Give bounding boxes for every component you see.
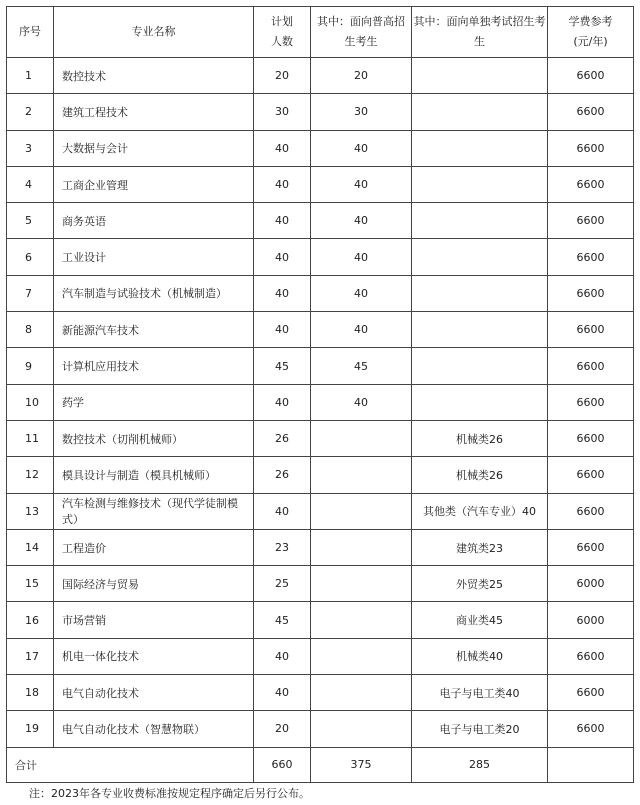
cell-major-name: 电气自动化技术（智慧物联）	[54, 711, 254, 747]
header-separate-line1: 其中：面向单独考试招生考	[413, 15, 546, 28]
cell-no: 12	[7, 457, 54, 493]
cell-tuition: 6600	[548, 239, 634, 275]
header-general-line2: 生考生	[344, 35, 378, 48]
table-row	[7, 312, 634, 348]
cell-tuition: 6600	[548, 348, 634, 384]
cell-no: 5	[7, 203, 54, 239]
cell-tuition: 6600	[548, 384, 634, 420]
cell-separate-exam: 建筑类23	[412, 529, 548, 565]
cell-major-name: 数控技术	[54, 58, 254, 94]
cell-major-name: 工业设计	[54, 239, 254, 275]
table-row	[7, 203, 634, 239]
cell-tuition: 6600	[548, 94, 634, 130]
cell-no: 10	[7, 384, 54, 420]
cell-separate-exam: 机械类26	[412, 457, 548, 493]
header-no: 序号	[7, 7, 54, 58]
table-row	[7, 420, 634, 456]
cell-tuition: 6600	[548, 457, 634, 493]
cell-general-students: 40	[311, 312, 412, 348]
cell-plan-count: 26	[254, 457, 311, 493]
cell-plan-count: 30	[254, 94, 311, 130]
total-fee	[548, 747, 634, 782]
cell-general-students	[311, 493, 412, 529]
cell-separate-exam	[412, 239, 548, 275]
cell-major-name: 建筑工程技术	[54, 94, 254, 130]
cell-tuition: 6600	[548, 711, 634, 747]
cell-plan-count: 40	[254, 203, 311, 239]
cell-plan-count: 40	[254, 275, 311, 311]
header-tuition	[548, 7, 634, 58]
table-row	[7, 348, 634, 384]
cell-separate-exam: 商业类45	[412, 602, 548, 638]
cell-tuition: 6600	[548, 493, 634, 529]
cell-no: 19	[7, 711, 54, 747]
total-separate: 285	[412, 747, 548, 782]
cell-tuition: 6600	[548, 58, 634, 94]
cell-tuition: 6600	[548, 203, 634, 239]
cell-plan-count: 45	[254, 602, 311, 638]
cell-general-students: 40	[311, 130, 412, 166]
cell-general-students	[311, 420, 412, 456]
cell-major-name: 市场营销	[54, 602, 254, 638]
table-body	[7, 58, 634, 748]
table-row	[7, 166, 634, 202]
cell-separate-exam	[412, 203, 548, 239]
cell-tuition: 6000	[548, 602, 634, 638]
cell-separate-exam: 机械类26	[412, 420, 548, 456]
table-row	[7, 675, 634, 711]
cell-tuition: 6000	[548, 566, 634, 602]
cell-separate-exam	[412, 384, 548, 420]
cell-general-students	[311, 638, 412, 674]
header-plan-line2: 人数	[271, 35, 293, 48]
table-row	[7, 239, 634, 275]
cell-plan-count: 40	[254, 239, 311, 275]
cell-plan-count: 40	[254, 384, 311, 420]
total-plan: 660	[254, 747, 311, 782]
cell-tuition: 6600	[548, 529, 634, 565]
table-row	[7, 602, 634, 638]
cell-general-students: 40	[311, 166, 412, 202]
cell-major-name: 数控技术（切削机械师）	[54, 420, 254, 456]
header-tuition-line1: 学费参考	[568, 15, 613, 28]
cell-no: 4	[7, 166, 54, 202]
enrollment-plan-table	[6, 6, 634, 783]
cell-no: 17	[7, 638, 54, 674]
cell-plan-count: 40	[254, 675, 311, 711]
cell-no: 7	[7, 275, 54, 311]
cell-plan-count: 20	[254, 711, 311, 747]
cell-major-name: 汽车制造与试验技术（机械制造）	[54, 275, 254, 311]
cell-separate-exam: 其他类（汽车专业）40	[412, 493, 548, 529]
cell-tuition: 6600	[548, 130, 634, 166]
cell-no: 3	[7, 130, 54, 166]
cell-tuition: 6600	[548, 675, 634, 711]
cell-separate-exam	[412, 166, 548, 202]
cell-general-students	[311, 711, 412, 747]
cell-no: 18	[7, 675, 54, 711]
cell-separate-exam: 外贸类25	[412, 566, 548, 602]
table-row	[7, 638, 634, 674]
cell-plan-count: 45	[254, 348, 311, 384]
cell-major-name: 工程造价	[54, 529, 254, 565]
cell-major-name: 电气自动化技术	[54, 675, 254, 711]
cell-separate-exam	[412, 130, 548, 166]
cell-plan-count: 40	[254, 130, 311, 166]
cell-major-name: 汽车检测与维修技术（现代学徒制模式）	[54, 493, 254, 529]
cell-plan-count: 40	[254, 166, 311, 202]
cell-plan-count: 23	[254, 529, 311, 565]
cell-plan-count: 20	[254, 58, 311, 94]
cell-tuition: 6600	[548, 166, 634, 202]
cell-plan-count: 40	[254, 312, 311, 348]
cell-general-students: 40	[311, 239, 412, 275]
cell-plan-count: 40	[254, 638, 311, 674]
cell-general-students: 40	[311, 203, 412, 239]
header-plan-line1: 计划	[271, 15, 293, 28]
cell-major-name: 商务英语	[54, 203, 254, 239]
cell-general-students: 45	[311, 348, 412, 384]
table-row	[7, 384, 634, 420]
table-row	[7, 275, 634, 311]
header-general-students	[311, 7, 412, 58]
table-row	[7, 493, 634, 529]
table-row	[7, 130, 634, 166]
cell-major-name: 计算机应用技术	[54, 348, 254, 384]
cell-no: 2	[7, 94, 54, 130]
cell-separate-exam: 电子与电工类20	[412, 711, 548, 747]
cell-tuition: 6600	[548, 638, 634, 674]
cell-general-students	[311, 457, 412, 493]
cell-no: 16	[7, 602, 54, 638]
cell-no: 6	[7, 239, 54, 275]
cell-no: 9	[7, 348, 54, 384]
header-plan-count	[254, 7, 311, 58]
footnote: 注：2023年各专业收费标准按规定程序确定后另行公布。	[29, 787, 310, 800]
table-row	[7, 94, 634, 130]
cell-no: 13	[7, 493, 54, 529]
cell-no: 11	[7, 420, 54, 456]
cell-plan-count: 40	[254, 493, 311, 529]
cell-major-name: 国际经济与贸易	[54, 566, 254, 602]
enrollment-table-container	[6, 6, 633, 783]
table-row	[7, 58, 634, 94]
table-row	[7, 457, 634, 493]
cell-separate-exam	[412, 348, 548, 384]
cell-no: 1	[7, 58, 54, 94]
header-separate-exam	[412, 7, 548, 58]
header-separate-line2: 生	[474, 35, 485, 48]
cell-major-name: 新能源汽车技术	[54, 312, 254, 348]
cell-no: 8	[7, 312, 54, 348]
cell-separate-exam: 机械类40	[412, 638, 548, 674]
table-row	[7, 566, 634, 602]
cell-general-students	[311, 602, 412, 638]
cell-separate-exam	[412, 94, 548, 130]
cell-general-students: 30	[311, 94, 412, 130]
cell-major-name: 模具设计与制造（模具机械师）	[54, 457, 254, 493]
cell-major-name: 机电一体化技术	[54, 638, 254, 674]
cell-major-name: 药学	[54, 384, 254, 420]
cell-plan-count: 26	[254, 420, 311, 456]
cell-no: 14	[7, 529, 54, 565]
cell-general-students: 40	[311, 384, 412, 420]
cell-separate-exam	[412, 275, 548, 311]
cell-major-name: 大数据与会计	[54, 130, 254, 166]
cell-separate-exam: 电子与电工类40	[412, 675, 548, 711]
cell-no: 15	[7, 566, 54, 602]
cell-general-students	[311, 529, 412, 565]
cell-tuition: 6600	[548, 275, 634, 311]
cell-major-name: 工商企业管理	[54, 166, 254, 202]
cell-general-students: 20	[311, 58, 412, 94]
cell-general-students: 40	[311, 275, 412, 311]
cell-separate-exam	[412, 58, 548, 94]
cell-general-students	[311, 566, 412, 602]
table-row	[7, 711, 634, 747]
table-header-row	[7, 7, 634, 58]
cell-separate-exam	[412, 312, 548, 348]
cell-tuition: 6600	[548, 420, 634, 456]
cell-general-students	[311, 675, 412, 711]
header-major-name: 专业名称	[54, 7, 254, 58]
total-label: 合计	[7, 747, 254, 782]
total-row	[7, 747, 634, 782]
table-row	[7, 529, 634, 565]
cell-tuition: 6600	[548, 312, 634, 348]
header-tuition-line2: (元/年)	[573, 35, 608, 48]
cell-plan-count: 25	[254, 566, 311, 602]
header-general-line1: 其中：面向普高招	[317, 15, 405, 28]
total-general: 375	[311, 747, 412, 782]
